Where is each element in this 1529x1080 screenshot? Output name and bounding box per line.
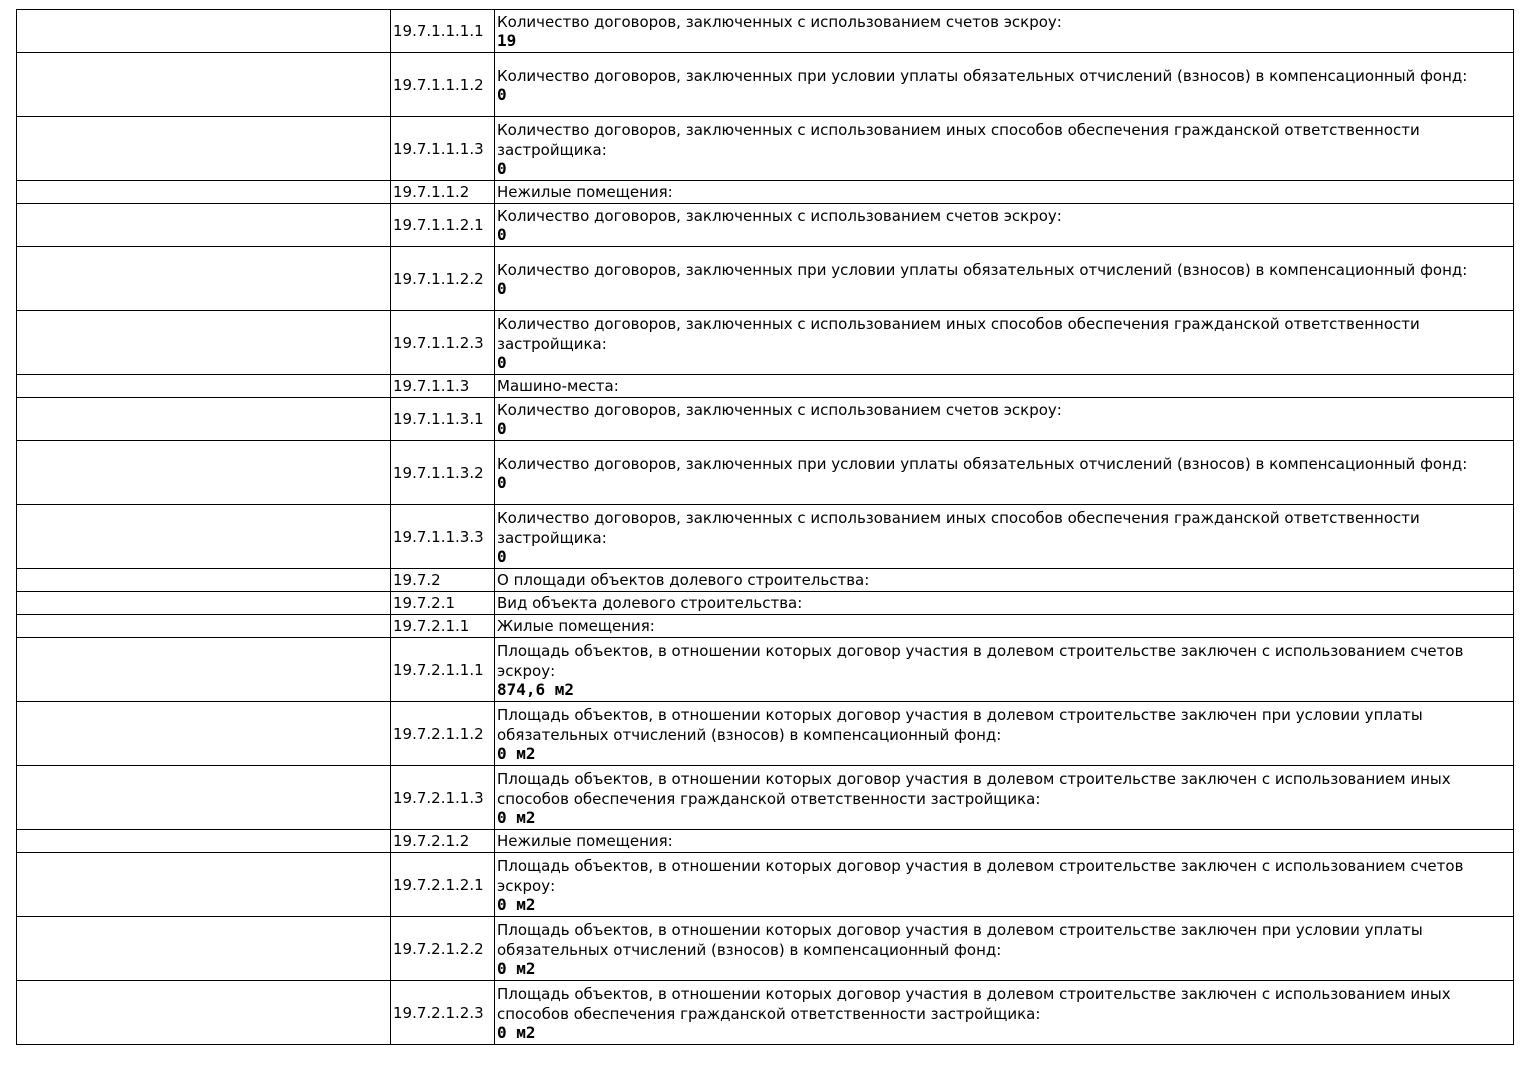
item-label: Нежилые помещения: — [497, 183, 673, 201]
empty-cell — [17, 830, 391, 853]
item-code: 19.7.2.1.1.3 — [391, 766, 495, 830]
empty-cell — [17, 247, 391, 311]
item-description-cell — [495, 247, 1514, 311]
empty-cell — [17, 569, 391, 592]
item-code: 19.7.1.1.3 — [391, 375, 495, 398]
table-row — [17, 615, 1514, 638]
item-description-cell — [495, 398, 1514, 441]
item-code: 19.7.2 — [391, 569, 495, 592]
item-description-cell — [495, 638, 1514, 702]
item-label: Количество договоров, заключенных с использованием иных способов обеспечения гражданской ответственности застройщика: — [497, 120, 1420, 159]
item-description-cell — [495, 10, 1514, 53]
table-row — [17, 981, 1514, 1045]
item-label: Площадь объектов, в отношении которых договор участия в долевом строительстве заключен при условии уплаты обязательных отчислений (взносов) в компенсационный фонд: — [497, 705, 1423, 744]
item-description-cell — [495, 375, 1514, 398]
item-label: О площади объектов долевого строительства: — [497, 571, 870, 589]
empty-cell — [17, 853, 391, 917]
item-code: 19.7.1.1.1.1 — [391, 10, 495, 53]
item-code: 19.7.1.1.1.3 — [391, 117, 495, 181]
empty-cell — [17, 10, 391, 53]
item-value: 0 — [497, 158, 507, 178]
table-row — [17, 766, 1514, 830]
item-value: 0 м2 — [497, 807, 536, 827]
item-code: 19.7.2.1 — [391, 592, 495, 615]
item-code: 19.7.1.1.2.1 — [391, 204, 495, 247]
empty-cell — [17, 398, 391, 441]
item-description-cell — [495, 702, 1514, 766]
item-value: 0 м2 — [497, 958, 536, 978]
empty-cell — [17, 615, 391, 638]
declaration-table-body — [17, 10, 1514, 1045]
empty-cell — [17, 53, 391, 117]
item-value: 874,6 м2 — [497, 679, 575, 699]
table-row — [17, 505, 1514, 569]
item-value: 0 м2 — [497, 1022, 536, 1042]
empty-cell — [17, 375, 391, 398]
empty-cell — [17, 917, 391, 981]
table-row — [17, 917, 1514, 981]
item-label: Количество договоров, заключенных с использованием счетов эскроу: — [497, 13, 1062, 31]
empty-cell — [17, 702, 391, 766]
table-row — [17, 10, 1514, 53]
item-label: Количество договоров, заключенных с использованием счетов эскроу: — [497, 207, 1062, 225]
item-label: Площадь объектов, в отношении которых договор участия в долевом строительстве заключен при условии уплаты обязательных отчислений (взносов) в компенсационный фонд: — [497, 920, 1423, 959]
item-code: 19.7.1.1.2.3 — [391, 311, 495, 375]
item-code: 19.7.2.1.2.2 — [391, 917, 495, 981]
item-value: 0 — [497, 472, 507, 492]
item-label: Количество договоров, заключенных при условии уплаты обязательных отчислений (взносов) в компенсационный фонд: — [497, 66, 1468, 85]
item-value: 0 — [497, 546, 507, 566]
item-label: Площадь объектов, в отношении которых договор участия в долевом строительстве заключен с использованием счетов эскроу: — [497, 641, 1464, 680]
item-value: 0 м2 — [497, 894, 536, 914]
item-description-cell — [495, 204, 1514, 247]
item-label: Вид объекта долевого строительства: — [497, 594, 803, 612]
empty-cell — [17, 117, 391, 181]
empty-cell — [17, 766, 391, 830]
item-description-cell — [495, 569, 1514, 592]
item-description-cell — [495, 53, 1514, 117]
item-code: 19.7.2.1.1.1 — [391, 638, 495, 702]
table-row — [17, 181, 1514, 204]
table-row — [17, 638, 1514, 702]
table-row — [17, 830, 1514, 853]
item-code: 19.7.1.1.1.2 — [391, 53, 495, 117]
item-description-cell — [495, 766, 1514, 830]
item-code: 19.7.2.1.2 — [391, 830, 495, 853]
item-label: Количество договоров, заключенных с использованием счетов эскроу: — [497, 401, 1062, 419]
table-row — [17, 117, 1514, 181]
item-description-cell — [495, 181, 1514, 204]
item-code: 19.7.1.1.3.2 — [391, 441, 495, 505]
item-code: 19.7.2.1.2.3 — [391, 981, 495, 1045]
item-code: 19.7.2.1.1 — [391, 615, 495, 638]
item-value: 19 — [497, 31, 517, 50]
empty-cell — [17, 592, 391, 615]
table-row — [17, 53, 1514, 117]
table-row — [17, 592, 1514, 615]
table-row — [17, 204, 1514, 247]
item-label: Машино-места: — [497, 377, 619, 395]
item-label: Нежилые помещения: — [497, 832, 673, 850]
item-description-cell — [495, 505, 1514, 569]
table-row — [17, 441, 1514, 505]
item-description-cell — [495, 981, 1514, 1045]
table-row — [17, 702, 1514, 766]
item-description-cell — [495, 615, 1514, 638]
item-value: 0 — [497, 278, 507, 298]
item-description-cell — [495, 917, 1514, 981]
empty-cell — [17, 981, 391, 1045]
item-description-cell — [495, 117, 1514, 181]
item-label: Количество договоров, заключенных с использованием иных способов обеспечения гражданской ответственности застройщика: — [497, 508, 1420, 547]
item-description-cell — [495, 441, 1514, 505]
empty-cell — [17, 505, 391, 569]
item-label: Количество договоров, заключенных при условии уплаты обязательных отчислений (взносов) в компенсационный фонд: — [497, 260, 1468, 279]
table-row — [17, 311, 1514, 375]
item-value: 0 — [497, 225, 507, 244]
item-description-cell — [495, 592, 1514, 615]
table-row — [17, 247, 1514, 311]
item-label: Количество договоров, заключенных с использованием иных способов обеспечения гражданской ответственности застройщика: — [497, 314, 1420, 353]
item-description-cell — [495, 830, 1514, 853]
declaration-table — [16, 9, 1514, 1045]
empty-cell — [17, 441, 391, 505]
item-code: 19.7.1.1.2 — [391, 181, 495, 204]
item-label: Площадь объектов, в отношении которых договор участия в долевом строительстве заключен с использованием счетов эскроу: — [497, 856, 1464, 895]
item-label: Площадь объектов, в отношении которых договор участия в долевом строительстве заключен с использованием иных способов обеспечения гражданской ответственности застройщика: — [497, 984, 1451, 1023]
item-code: 19.7.1.1.3.3 — [391, 505, 495, 569]
item-description-cell — [495, 853, 1514, 917]
item-label: Жилые помещения: — [497, 617, 655, 635]
table-row — [17, 398, 1514, 441]
item-label: Количество договоров, заключенных при условии уплаты обязательных отчислений (взносов) в компенсационный фонд: — [497, 454, 1468, 473]
item-value: 0 — [497, 84, 507, 104]
item-label: Площадь объектов, в отношении которых договор участия в долевом строительстве заключен с использованием иных способов обеспечения гражданской ответственности застройщика: — [497, 769, 1451, 808]
empty-cell — [17, 638, 391, 702]
table-row — [17, 569, 1514, 592]
empty-cell — [17, 181, 391, 204]
table-row — [17, 853, 1514, 917]
item-code: 19.7.2.1.2.1 — [391, 853, 495, 917]
empty-cell — [17, 311, 391, 375]
item-value: 0 м2 — [497, 743, 536, 763]
table-row — [17, 375, 1514, 398]
item-code: 19.7.1.1.3.1 — [391, 398, 495, 441]
item-code: 19.7.1.1.2.2 — [391, 247, 495, 311]
item-value: 0 — [497, 419, 507, 438]
item-value: 0 — [497, 352, 507, 372]
item-description-cell — [495, 311, 1514, 375]
empty-cell — [17, 204, 391, 247]
item-code: 19.7.2.1.1.2 — [391, 702, 495, 766]
